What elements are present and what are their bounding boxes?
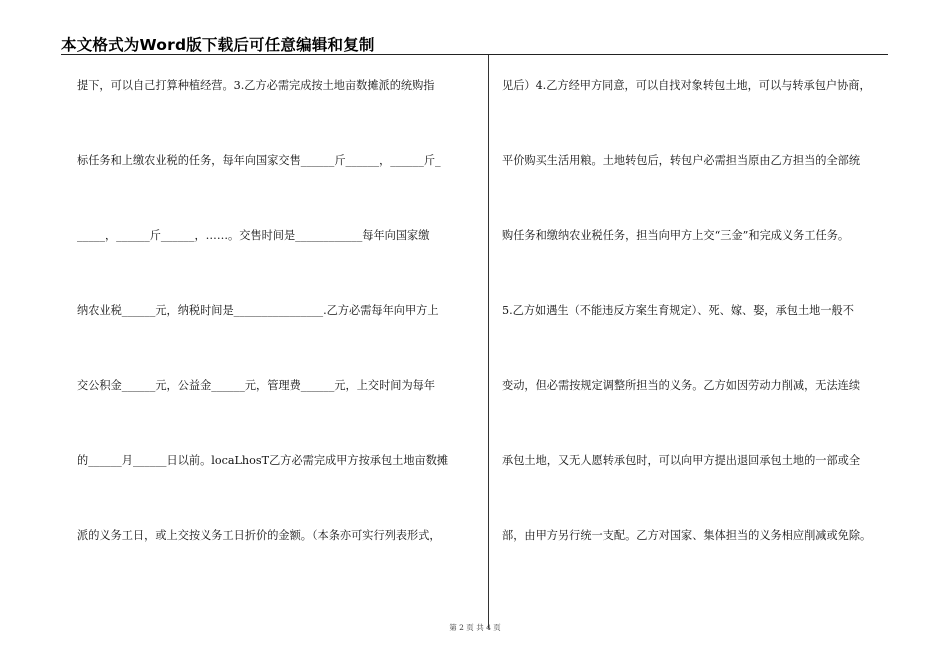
column-divider <box>488 55 489 628</box>
left-line-3: _____，______斤______，……。交售时间是____________每年向国家缴 <box>77 229 430 242</box>
right-line-1: 见后）4.乙方经甲方同意，可以自找对象转包土地，可以与转承包户协商， <box>502 79 871 92</box>
right-line-2: 平价购买生活用粮。土地转包后，转包户必需担当原由乙方担当的全部统 <box>502 154 861 167</box>
left-line-6: 的______月______日以前。locaLhosT乙方必需完成甲方按承包土地亩数摊 <box>77 454 449 467</box>
left-line-2: 标任务和上缴农业税的任务，每年向国家交售______斤______，______斤_ <box>77 154 441 167</box>
left-line-7: 派的义务工日，或上交按义务工日折价的金额。（本条亦可实行列表形式， <box>77 529 441 542</box>
right-line-5: 变动，但必需按规定调整所担当的义务。乙方如因劳动力削减，无法连续 <box>502 379 861 392</box>
right-line-7: 部，由甲方另行统一支配。乙方对国家、集体担当的义务相应削减或免除。 <box>502 529 872 542</box>
page-number: 第 2 页 共 4 页 <box>449 623 501 632</box>
right-line-3: 购任务和缴纳农业税任务，担当向甲方上交“三金”和完成义务工任务。 <box>502 229 850 242</box>
left-line-5: 交公积金______元，公益金______元，管理费______元，上交时间为每年 <box>77 379 436 392</box>
right-line-6: 承包土地，又无人愿转承包时，可以向甲方提出退回承包土地的一部或全 <box>502 454 861 467</box>
right-line-4: 5.乙方如遇生（不能违反方案生育规定）、死、嫁、娶，承包土地一般不 <box>502 304 854 317</box>
left-line-1: 提下，可以自己打算种植经营。3.乙方必需完成按土地亩数摊派的统购指 <box>77 79 435 92</box>
header-rule <box>61 54 888 55</box>
header-title: 本文格式为Word版下载后可任意编辑和复制 <box>61 36 375 54</box>
left-line-4: 纳农业税______元，纳税时间是________________.乙方必需每年向甲方上 <box>77 304 439 317</box>
